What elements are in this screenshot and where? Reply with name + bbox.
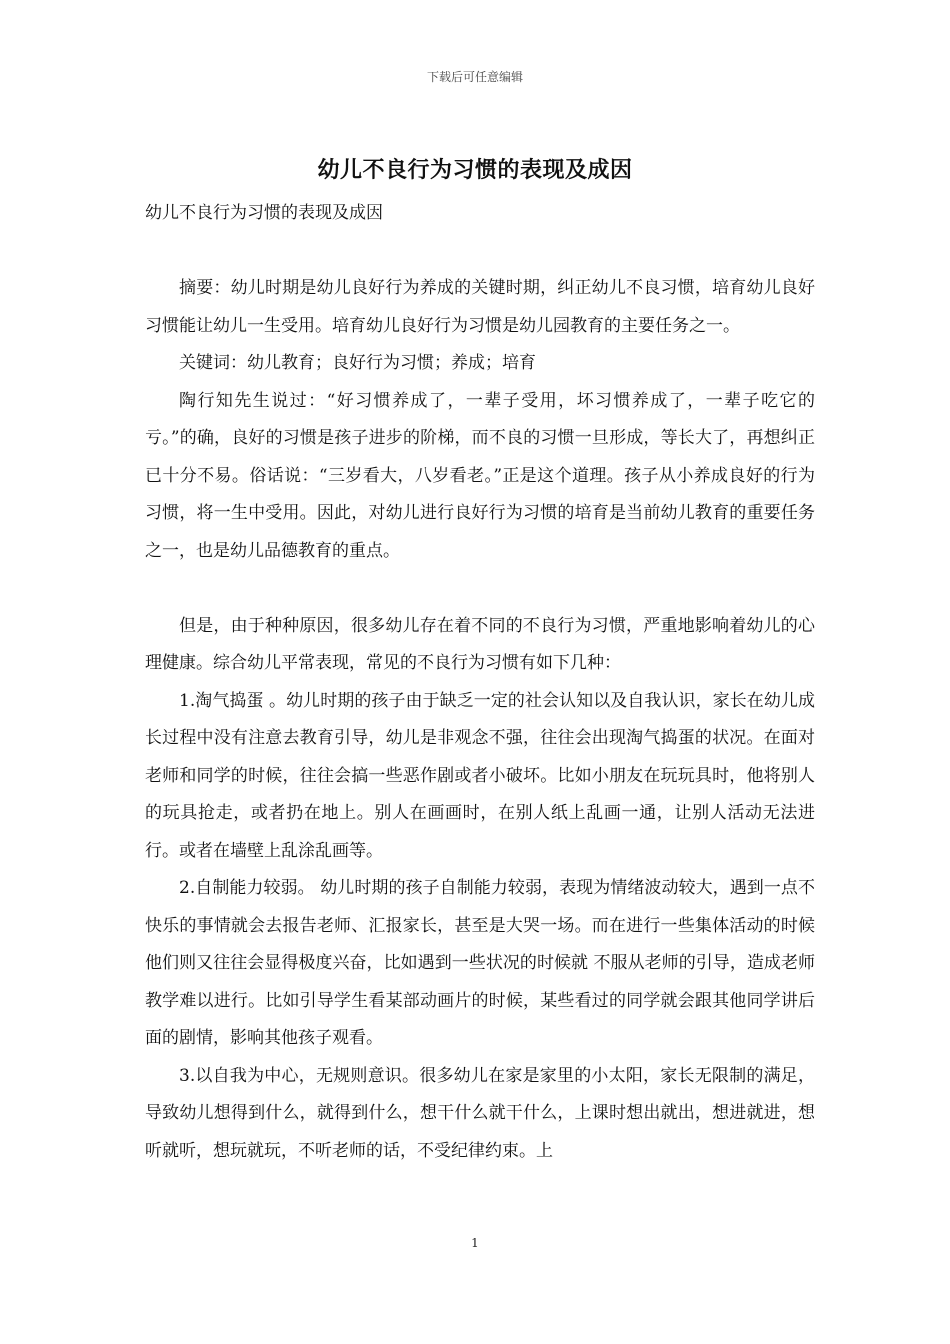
abstract-paragraph: 摘要：幼儿时期是幼儿良好行为养成的关键时期，纠正幼儿不良习惯，培育幼儿良好习惯能让幼儿一生受用。培育幼儿良好行为习惯是幼儿园教育的主要任务之一。 [145, 278, 815, 336]
transition-paragraph: 但是，由于种种原因，很多幼儿存在着不同的不良行为习惯，严重地影响着幼儿的心理健康。综合幼儿平常表现，常见的不良行为习惯有如下几种： [145, 615, 815, 673]
page-number: 1 [471, 1236, 479, 1250]
keywords-paragraph: 关键词：幼儿教育；良好行为习惯；养成；培育 [179, 353, 536, 373]
document-body [145, 195, 815, 1170]
list-item-3: 3.以自我为中心，无规则意识。很多幼儿在家是家里的小太阳，家长无限制的满足，导致幼儿想得到什么，就得到什么，想干什么就干什么，上课时想出就出，想进就进，想听就听，想玩就玩，不听老师的话，不受纪律约束。上 [145, 1065, 815, 1161]
document-subtitle: 幼儿不良行为习惯的表现及成因 [145, 203, 383, 223]
list-item-1: 1.淘气捣蛋 。幼儿时期的孩子由于缺乏一定的社会认知以及自我认识，家长在幼儿成长过程中没有注意去教育引导，幼儿是非观念不强，往往会出现淘气捣蛋的状况。在面对老师和同学的时候，往往会搞一些恶作剧或者小破坏。比如小朋友在玩玩具时，他将别人的玩具抢走，或者扔在地上。别人在画画时，在别人纸上乱画一通，让别人活动无法进行。或者在墙壁上乱涂乱画等。 [145, 690, 815, 861]
document-title: 幼儿不良行为习惯的表现及成因 [317, 157, 633, 183]
header-note: 下载后可任意编辑 [426, 70, 523, 84]
list-item-2: 2.自制能力较弱。 幼儿时期的孩子自制能力较弱，表现为情绪波动较大，遇到一点不快乐的事情就会去报告老师、汇报家长，甚至是大哭一场。而在进行一些集体活动的时候他们则又往往会显得极度兴奋，比如遇到一些状况的时候就 不服从老师的引导，造成老师教学难以进行。比如引导学生看某部动画片的时候，某些看过的同学就会跟其他同学讲后面的剧情，影响其他孩子观看。 [145, 878, 815, 1048]
intro-paragraph: 陶行知先生说过：“好习惯养成了，一辈子受用，坏习惯养成了，一辈子吃它的亏。”的确，良好的习惯是孩子进步的阶梯，而不良的习惯一旦形成，等长大了，再想纠正已十分不易。俗话说：“三岁看大，八岁看老。”正是这个道理。孩子从小养成良好的行为习惯，将一生中受用。因此，对幼儿进行良好行为习惯的培育是当前幼儿教育的重要任务之一，也是幼儿品德教育的重点。 [145, 390, 815, 561]
blank-line [145, 233, 815, 271]
blank-line [145, 570, 815, 608]
